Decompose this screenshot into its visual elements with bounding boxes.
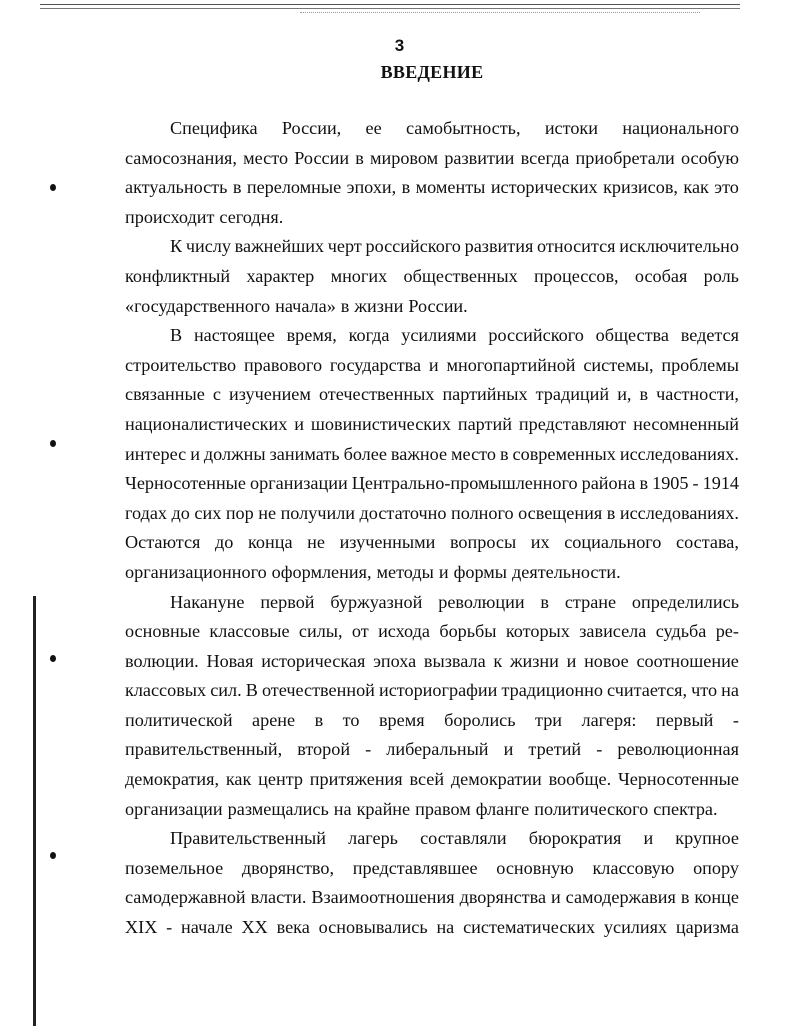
text-line: националистических и шовинистических партий представляют несомненный [125,413,739,434]
text-line: К числу важнейших черт российского развития относится исключительно [170,236,739,257]
scan-border-top [40,4,740,9]
text-line: самодержавной власти. Взаимоотношения дворянства и самодержавия в конце [125,887,739,908]
text-line: основные классовые силы, от исхода борьбы которых зависела судьба ре- [125,621,739,642]
paragraph [125,114,739,232]
text-line: Специфика России, ее самобытность, истоки национального [170,118,739,138]
text-line: В настоящее время, когда усилиями российского общества ведется [170,325,739,346]
text-line: Правительственный лагерь составляли бюрократия и крупное [170,828,739,849]
text-line: организационного оформления, методы и формы деятельности. [125,561,621,582]
text-line: волюции. Новая историческая эпоха вызвала к жизни и новое соотношение [125,650,739,671]
text-line: годах до сих пор не получили достаточно полного освещения в исследованиях. [125,502,739,523]
text-line: строительство правового государства и многопартийной системы, проблемы [125,354,739,375]
paragraph [125,824,739,942]
document-body [125,114,739,943]
text-line: связанные с изучением отечественных партийных традиций и, в частности, [125,384,739,405]
page-title: ВВЕДЕНИЕ [380,62,484,82]
text-line: Накануне первой буржуазной революции в стране определились [170,591,739,612]
margin-mark [50,184,56,191]
margin-mark [50,440,56,447]
scan-border-dotted [300,12,700,13]
text-line: Остаются до конца не изученными вопросы их социального состава, [125,532,739,553]
text-line: политической арене в то время боролись три лагеря: первый - [125,709,739,730]
text-line: конфликтный характер многих общественных процессов, особая роль [125,265,739,286]
margin-mark [50,655,56,662]
paragraph [125,588,739,825]
page-number: 3 [394,36,405,55]
text-line: поземельное дворянство, представлявшее основную классовую опору [125,857,739,878]
text-line: интерес и должны занимать более важное место в современных исследованиях. [125,443,739,464]
margin-mark [50,852,56,859]
text-line: XIX - начале XX века основывались на систематических усилиях царизма [125,917,739,938]
text-line: Черносотенные организации Центрально-промышленного района в 1905 - 1914 [125,473,739,494]
text-line: происходит сегодня. [125,206,284,227]
text-line: правительственный, второй - либеральный и третий - революционная [125,739,739,760]
paragraph [125,232,739,321]
text-line: демократия, как центр притяжения всей демократии вообще. Черносотенные [125,769,739,790]
text-line: «государственного начала» в жизни России. [125,295,468,316]
scan-binding-edge [33,596,36,1026]
text-line: организации размещались на крайне правом фланге политического спектра. [125,798,718,819]
text-line: самосознания, место России в мировом развитии всегда приобретали особую [125,147,739,168]
text-line: актуальность в переломные эпохи, в моменты исторических кризисов, как это [125,177,739,198]
text-line: классовых сил. В отечественной историографии традиционно считается, что на [125,680,739,701]
paragraph [125,321,739,587]
